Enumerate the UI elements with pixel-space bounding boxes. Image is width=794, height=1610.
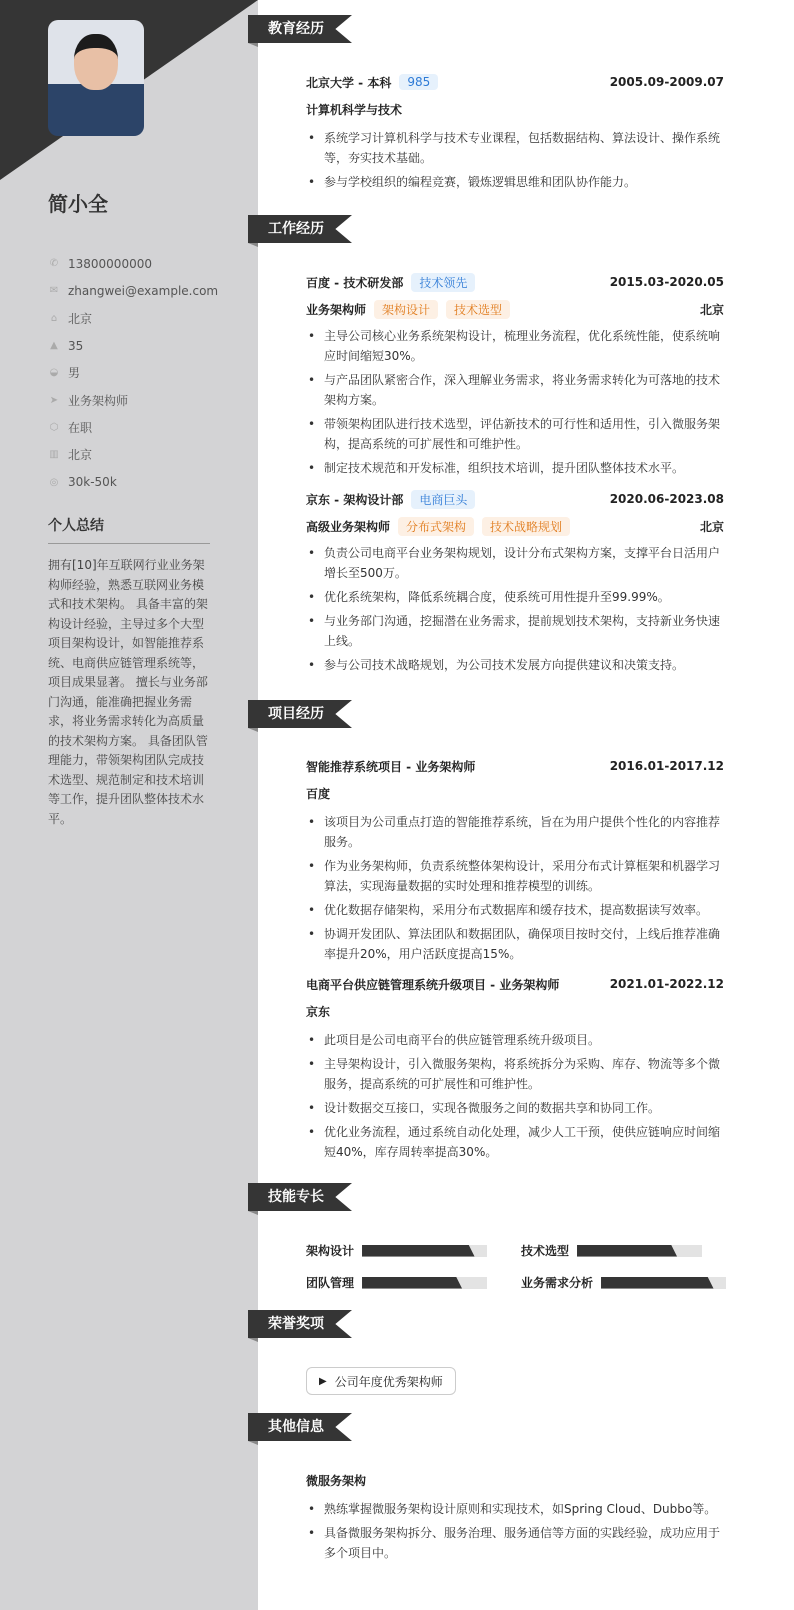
- project-entry: [306, 755, 724, 968]
- skill-item: [306, 1274, 487, 1291]
- section-work: [248, 215, 352, 243]
- info-city: [48, 305, 218, 332]
- tag: 技术领先: [411, 273, 475, 292]
- section-title: 教育经历: [268, 21, 324, 37]
- date: 2016.01-2017.12: [609, 759, 724, 773]
- skill-fill: [577, 1245, 677, 1257]
- bullet: • 参与学校组织的编程竞赛，锻炼逻辑思维和团队协作能力。: [306, 172, 724, 192]
- bullet: • 带领架构团队进行技术选型，评估新技术的可行性和适用性，引入微服务架构，提高系统的可扩展性和可维护性。: [306, 414, 724, 454]
- building-icon: ▥: [49, 449, 59, 461]
- phone-icon: ✆: [49, 258, 59, 270]
- date: 2021.01-2022.12: [609, 977, 724, 991]
- info-text: 13800000000: [68, 256, 152, 271]
- company: 京东 - 架构设计部: [306, 492, 404, 507]
- date: 2015.03-2020.05: [609, 275, 724, 289]
- home-icon: ⌂: [50, 312, 58, 324]
- info-text: zhangwei@example.com: [68, 283, 219, 298]
- role: 业务架构师: [306, 302, 367, 317]
- section-title: 其他信息: [268, 1419, 324, 1435]
- bullet: • 系统学习计算机科学与技术专业课程，包括数据结构、算法设计、操作系统等，夯实技术基础。: [306, 128, 724, 168]
- bullet: • 设计数据交互接口，实现各微服务之间的数据共享和协同工作。: [306, 1098, 724, 1118]
- skill-bar: [601, 1277, 726, 1289]
- info-text: 男: [68, 366, 81, 381]
- info-salary: [48, 468, 218, 495]
- project-title: 智能推荐系统项目 - 业务架构师: [306, 759, 476, 774]
- profile-name: 简小全: [48, 192, 108, 216]
- info-age: [48, 332, 218, 359]
- tag: 985: [399, 74, 438, 90]
- education-entry: [306, 71, 724, 196]
- bullet: • 与业务部门沟通，挖掘潜在业务需求，提前规划技术架构，支持新业务快速上线。: [306, 611, 724, 651]
- project-title: 电商平台供应链管理系统升级项目 - 业务架构师: [306, 977, 560, 992]
- major: 计算机科学与技术: [306, 102, 403, 117]
- other-title: 微服务架构: [306, 1473, 367, 1488]
- bullet: • 作为业务架构师，负责系统整体架构设计，采用分布式计算框架和机器学习算法，实现海量数据的实时处理和推荐模型的训练。: [306, 856, 724, 896]
- bullet: • 优化数据存储架构，采用分布式数据库和缓存技术，提高数据读写效率。: [306, 900, 724, 920]
- contact-info: [48, 250, 218, 496]
- section-projects: [248, 700, 352, 728]
- info-position: [48, 386, 218, 413]
- bullet: • 熟练掌握微服务架构设计原则和实现技术，如Spring Cloud、Dubbo等。: [306, 1499, 724, 1519]
- skill-fill: [362, 1245, 475, 1257]
- info-text: 北京: [68, 448, 93, 463]
- work-entry: [306, 488, 724, 679]
- skill-name: 团队管理: [306, 1276, 355, 1290]
- bullet: • 主导架构设计，引入微服务架构，将系统拆分为采购、库存、物流等多个微服务，提高系统的可扩展性和可维护性。: [306, 1054, 724, 1094]
- city: 北京: [699, 519, 724, 534]
- bullet: • 主导公司核心业务系统架构设计，梳理业务流程，优化系统性能，使系统响应时间缩短30%。: [306, 326, 724, 366]
- work-entry: [306, 271, 724, 482]
- bullet: • 优化系统架构，降低系统耦合度，使系统可用性提升至99.99%。: [306, 587, 724, 607]
- summary-text: 拥有[10]年互联网行业业务架构师经验，熟悉互联网业务模式和技术架构。 具备丰富的架构设计经验，主导过多个大型项目架构设计，如智能推荐系统、电商供应链管理系统等，项目成果显著。 擅长与业务部门沟通，能准确把握业务需求，将业务需求转化为高质量的技术架构方案。 具备团队管理能力，带领架构团队完成技术选型、规范制定和技术培训等工作，提升团队整体技术水平。: [48, 558, 208, 826]
- send-icon: ➤: [49, 394, 59, 406]
- tag: 架构设计: [374, 300, 438, 319]
- info-email: [48, 277, 218, 304]
- other-entry: [306, 1469, 724, 1567]
- tag: 技术选型: [446, 300, 510, 319]
- skill-bar: [577, 1245, 702, 1257]
- section-title: 项目经历: [268, 706, 324, 722]
- section-skills: [248, 1183, 352, 1211]
- info-text: 在职: [68, 420, 93, 435]
- award-text: 公司年度优秀架构师: [334, 1374, 443, 1389]
- sidebar: [0, 0, 258, 1610]
- bullet: • 该项目为公司重点打造的智能推荐系统，旨在为用户提供个性化的内容推荐服务。: [306, 812, 724, 852]
- bullet: • 参与公司技术战略规划，为公司技术发展方向提供建议和决策支持。: [306, 655, 724, 675]
- section-education: [248, 15, 352, 43]
- school: 北京大学 - 本科: [306, 75, 392, 90]
- skill-fill: [362, 1277, 462, 1289]
- skill-name: 业务需求分析: [521, 1276, 594, 1290]
- company: 京东: [306, 1004, 331, 1019]
- tag: 技术战略规划: [482, 517, 570, 536]
- salary-icon: ◎: [49, 476, 59, 488]
- skill-item: [521, 1274, 726, 1291]
- skill-bar: [362, 1245, 487, 1257]
- section-title: 荣誉奖项: [268, 1316, 324, 1332]
- info-phone: [48, 250, 218, 277]
- bullet: • 协调开发团队、算法团队和数据团队，确保项目按时交付，上线后推荐准确率提升20%，用户活跃度提高15%。: [306, 924, 724, 964]
- info-text: 业务架构师: [68, 393, 129, 408]
- skill-item: [521, 1242, 702, 1259]
- bullet: • 此项目是公司电商平台的供应链管理系统升级项目。: [306, 1030, 724, 1050]
- company: 百度: [306, 786, 331, 801]
- section-awards: [248, 1310, 352, 1338]
- info-gender: [48, 359, 218, 386]
- summary-title: 个人总结: [48, 515, 210, 544]
- section-title: 技能专长: [268, 1189, 324, 1205]
- section-title: 工作经历: [268, 221, 324, 237]
- award-item: [306, 1367, 456, 1395]
- skill-name: 技术选型: [521, 1244, 570, 1258]
- bullet: • 具备微服务架构拆分、服务治理、服务通信等方面的实践经验，成功应用于多个项目中。: [306, 1523, 724, 1563]
- project-entry: [306, 973, 724, 1166]
- tag: 电商巨头: [411, 490, 475, 509]
- tag: 分布式架构: [398, 517, 474, 536]
- gender-icon: ◒: [49, 367, 59, 379]
- info-text: 北京: [68, 311, 93, 326]
- play-icon: ▶: [319, 1375, 327, 1387]
- date: 2020.06-2023.08: [609, 492, 724, 506]
- bullet: • 优化业务流程，通过系统自动化处理，减少人工干预，使供应链响应时间缩短40%，库存周转率提高30%。: [306, 1122, 724, 1162]
- section-other: [248, 1413, 352, 1441]
- mail-icon: ✉: [49, 285, 59, 297]
- skill-bar: [362, 1277, 487, 1289]
- date: 2005.09-2009.07: [609, 75, 724, 89]
- bullet: • 负责公司电商平台业务架构规划，设计分布式架构方案，支撑平台日活用户增长至500万。: [306, 543, 724, 583]
- bullet: • 与产品团队紧密合作，深入理解业务需求，将业务需求转化为可落地的技术架构方案。: [306, 370, 724, 410]
- skill-item: [306, 1242, 487, 1259]
- company: 百度 - 技术研发部: [306, 275, 404, 290]
- skill-name: 架构设计: [306, 1244, 355, 1258]
- avatar: [48, 20, 144, 136]
- skill-fill: [601, 1277, 713, 1289]
- age-icon: ▲: [50, 340, 58, 352]
- info-text: 30k-50k: [68, 475, 117, 490]
- status-icon: ⬡: [49, 421, 59, 433]
- role: 高级业务架构师: [306, 519, 391, 534]
- city: 北京: [699, 302, 724, 317]
- info-status: [48, 414, 218, 441]
- info-work-city: [48, 441, 218, 468]
- info-text: 35: [68, 338, 84, 353]
- bullet: • 制定技术规范和开发标准，组织技术培训，提升团队整体技术水平。: [306, 458, 724, 478]
